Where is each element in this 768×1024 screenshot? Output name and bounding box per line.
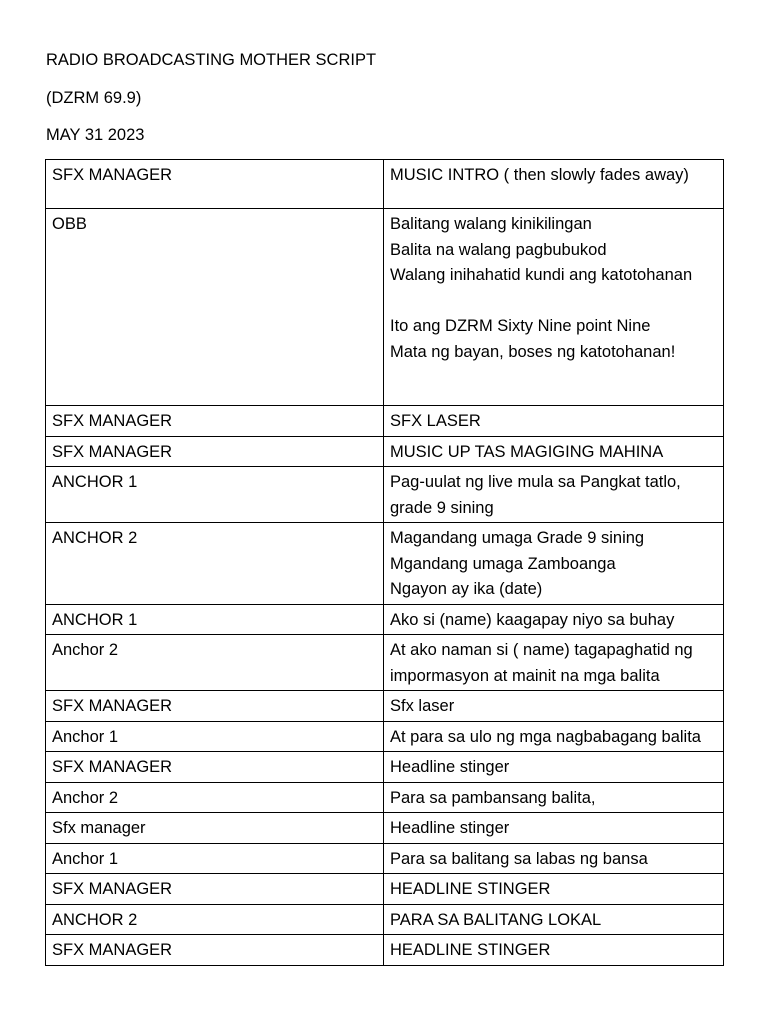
role-cell: SFX MANAGER [46, 752, 384, 783]
line-cell: At para sa ulo ng mga nagbabagang balita [384, 721, 724, 752]
line-cell: PARA SA BALITANG LOKAL [384, 904, 724, 935]
role-cell: Anchor 1 [46, 721, 384, 752]
script-table [45, 159, 724, 966]
table-row [46, 752, 724, 783]
role-cell: Anchor 2 [46, 635, 384, 691]
role-cell: Anchor 2 [46, 782, 384, 813]
line-cell: Magandang umaga Grade 9 sining Mgandang umaga Zamboanga Ngayon ay ika (date) [384, 523, 724, 605]
line-cell: Headline stinger [384, 813, 724, 844]
role-cell: SFX MANAGER [46, 874, 384, 905]
line-cell: HEADLINE STINGER [384, 935, 724, 966]
line-cell: At ako naman si ( name) tagapaghatid ng impormasyon at mainit na mga balita [384, 635, 724, 691]
table-row [46, 209, 724, 406]
document-title: RADIO BROADCASTING MOTHER SCRIPT [46, 51, 377, 69]
table-row [46, 467, 724, 523]
table-row [46, 782, 724, 813]
table-row [46, 406, 724, 437]
table-row [46, 935, 724, 966]
line-cell: MUSIC UP TAS MAGIGING MAHINA [384, 436, 724, 467]
role-cell: SFX MANAGER [46, 935, 384, 966]
role-cell: SFX MANAGER [46, 160, 384, 209]
role-cell: ANCHOR 2 [46, 523, 384, 605]
line-cell: Sfx laser [384, 691, 724, 722]
role-cell: OBB [46, 209, 384, 406]
line-cell: Ako si (name) kaagapay niyo sa buhay [384, 604, 724, 635]
table-row [46, 843, 724, 874]
line-cell: MUSIC INTRO ( then slowly fades away) [384, 160, 724, 209]
table-row [46, 813, 724, 844]
role-cell: ANCHOR 1 [46, 604, 384, 635]
table-row [46, 721, 724, 752]
role-cell: ANCHOR 1 [46, 467, 384, 523]
line-cell: Balitang walang kinikilingan Balita na walang pagbubukod Walang inihahatid kundi ang katotohanan Ito ang DZRM Sixty Nine point Nine Mata ng bayan, boses ng katotohanan! [384, 209, 724, 406]
role-cell: ANCHOR 2 [46, 904, 384, 935]
role-cell: SFX MANAGER [46, 436, 384, 467]
table-row [46, 691, 724, 722]
table-row [46, 904, 724, 935]
line-cell: SFX LASER [384, 406, 724, 437]
line-cell: Para sa pambansang balita, [384, 782, 724, 813]
role-cell: SFX MANAGER [46, 691, 384, 722]
table-row [46, 874, 724, 905]
role-cell: SFX MANAGER [46, 406, 384, 437]
role-cell: Anchor 1 [46, 843, 384, 874]
table-row [46, 635, 724, 691]
line-cell: HEADLINE STINGER [384, 874, 724, 905]
line-cell: Pag-uulat ng live mula sa Pangkat tatlo, grade 9 sining [384, 467, 724, 523]
table-row [46, 523, 724, 605]
station-label: (DZRM 69.9) [46, 89, 142, 107]
table-row [46, 436, 724, 467]
line-cell: Para sa balitang sa labas ng bansa [384, 843, 724, 874]
script-date: MAY 31 2023 [46, 126, 145, 144]
table-row [46, 160, 724, 209]
role-cell: Sfx manager [46, 813, 384, 844]
line-cell: Headline stinger [384, 752, 724, 783]
table-row [46, 604, 724, 635]
